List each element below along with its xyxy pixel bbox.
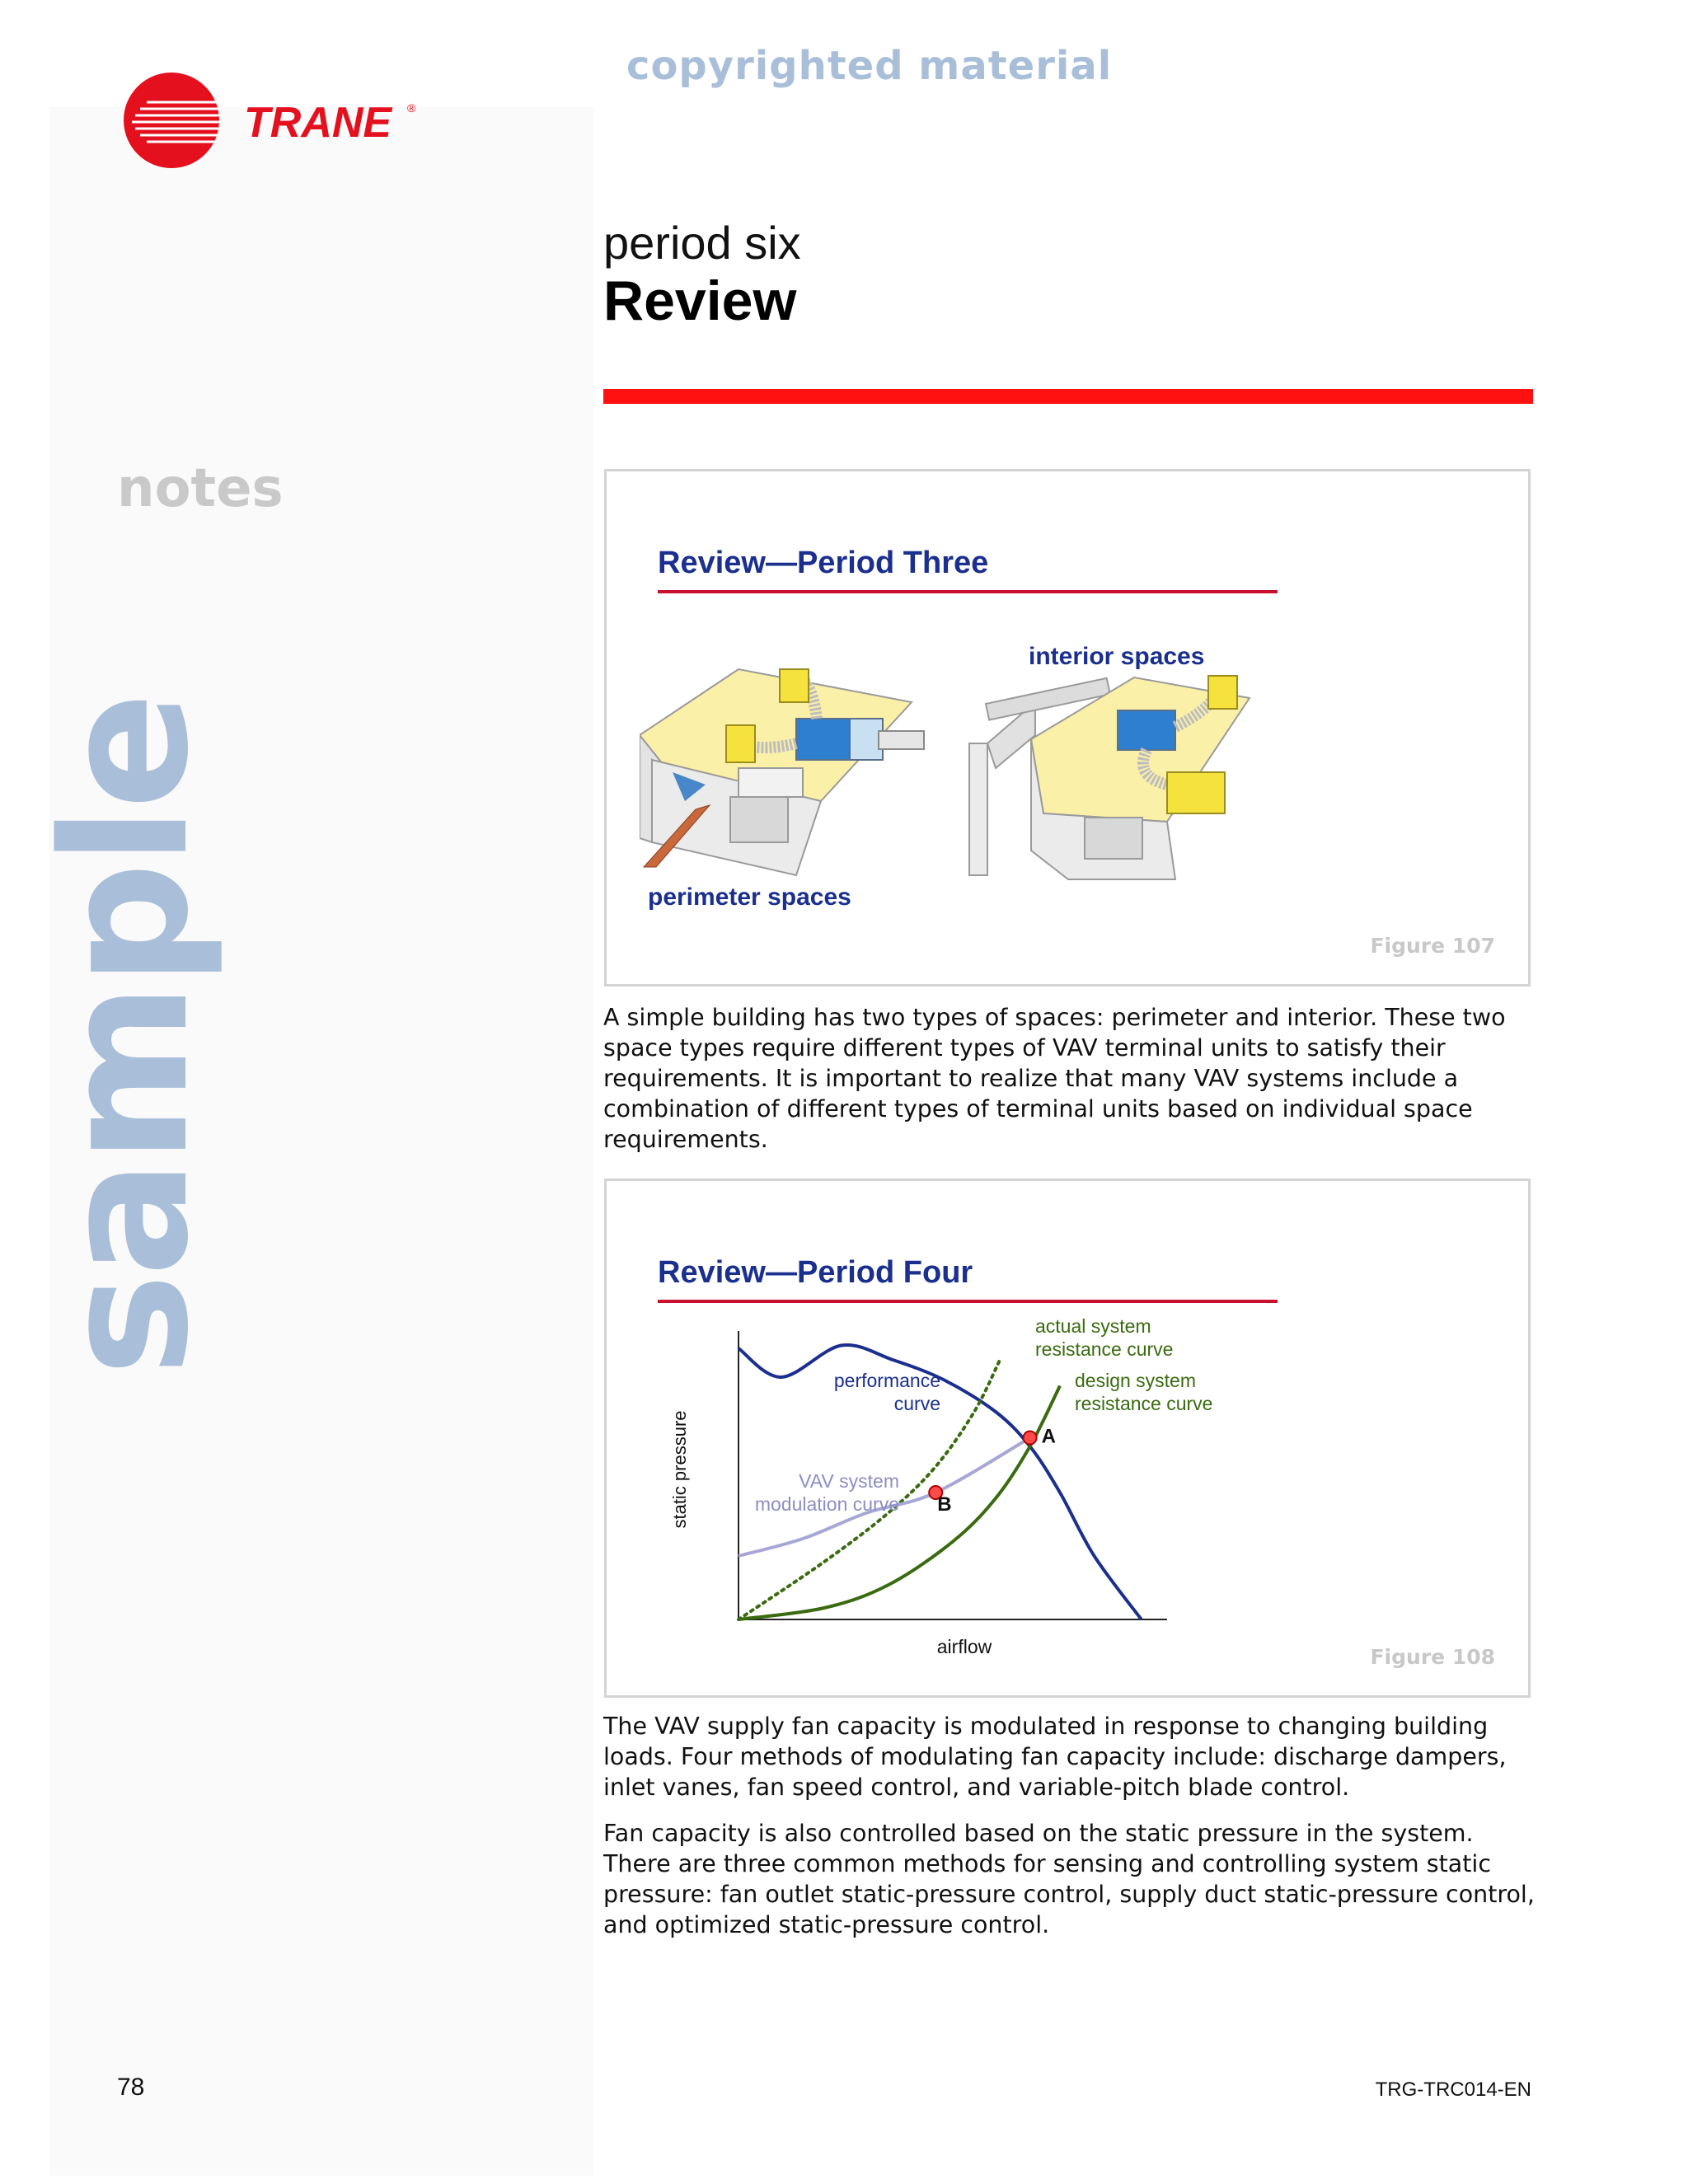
figure-108-number: Figure 108 (1370, 1645, 1495, 1669)
copyright-watermark: copyrighted material (626, 43, 1113, 89)
logo-wordmark: TRANE (244, 99, 392, 147)
registered-mark: ® (407, 101, 416, 115)
trane-logo (122, 69, 419, 171)
logo-circle (124, 73, 219, 168)
figure-108-title: Review—Period Four (658, 1255, 973, 1290)
performance-curve-label: performance curve (833, 1370, 940, 1414)
vav-system-modulation-curve-label: VAV system modulation curve (754, 1470, 899, 1515)
paragraph-terminal-units: A simple building has two types of spaces: perimeter and interior. These two space types require different types of VAV terminal units to satisfy their requirements. It is important to realize that many VAV systems include a combination of different types of terminal units based on individual space requirements. (603, 1004, 1506, 1153)
figure-107 (604, 469, 1531, 987)
document-code: TRG-TRC014-EN (1375, 2079, 1531, 2101)
figure-108 (604, 1179, 1531, 1698)
paragraph-fan-modulation: The VAV supply fan capacity is modulated in response to changing building loads. Four methods of modulating fan capacity include: discharge dampers, inlet vanes, fan speed control, and variable-pitch blade control. (603, 1713, 1507, 1801)
design-system-resistance-curve-label: design system resistance curve (1075, 1370, 1213, 1414)
figure-107-number: Figure 107 (1370, 934, 1495, 958)
sample-watermark: sample (25, 695, 227, 1376)
notes-label: notes (117, 458, 284, 519)
interior-spaces-label: interior spaces (1029, 643, 1205, 670)
figure-107-title: Review—Period Three (658, 546, 989, 580)
period-label: period six (603, 217, 801, 269)
y-axis-label: static pressure (669, 1410, 690, 1529)
x-axis-label: airflow (936, 1636, 992, 1657)
operating-point-a (1024, 1432, 1037, 1445)
perimeter-space-illustration (640, 669, 924, 875)
actual-system-resistance-curve-label: actual system resistance curve (1035, 1315, 1174, 1360)
perimeter-spaces-label: perimeter spaces (648, 883, 851, 911)
figure-107-title-rule (658, 590, 1278, 593)
interior-space-illustration (969, 676, 1250, 879)
fan-curve-chart (607, 1181, 1528, 1695)
paragraph-static-pressure: Fan capacity is also controlled based on the static pressure in the system. There are three common methods for sensing and controlling system static pressure: fan outlet static-pressure control, supply duct static-pressure control, and optimized static-pressure control. (603, 1820, 1535, 1938)
operating-point-a-label: A (1041, 1425, 1056, 1448)
terminal-units-illustration (640, 661, 1505, 892)
page-number: 78 (117, 2074, 145, 2101)
page-title: Review (603, 269, 797, 332)
operating-point-b-label: B (937, 1493, 952, 1516)
title-rule (603, 389, 1533, 404)
